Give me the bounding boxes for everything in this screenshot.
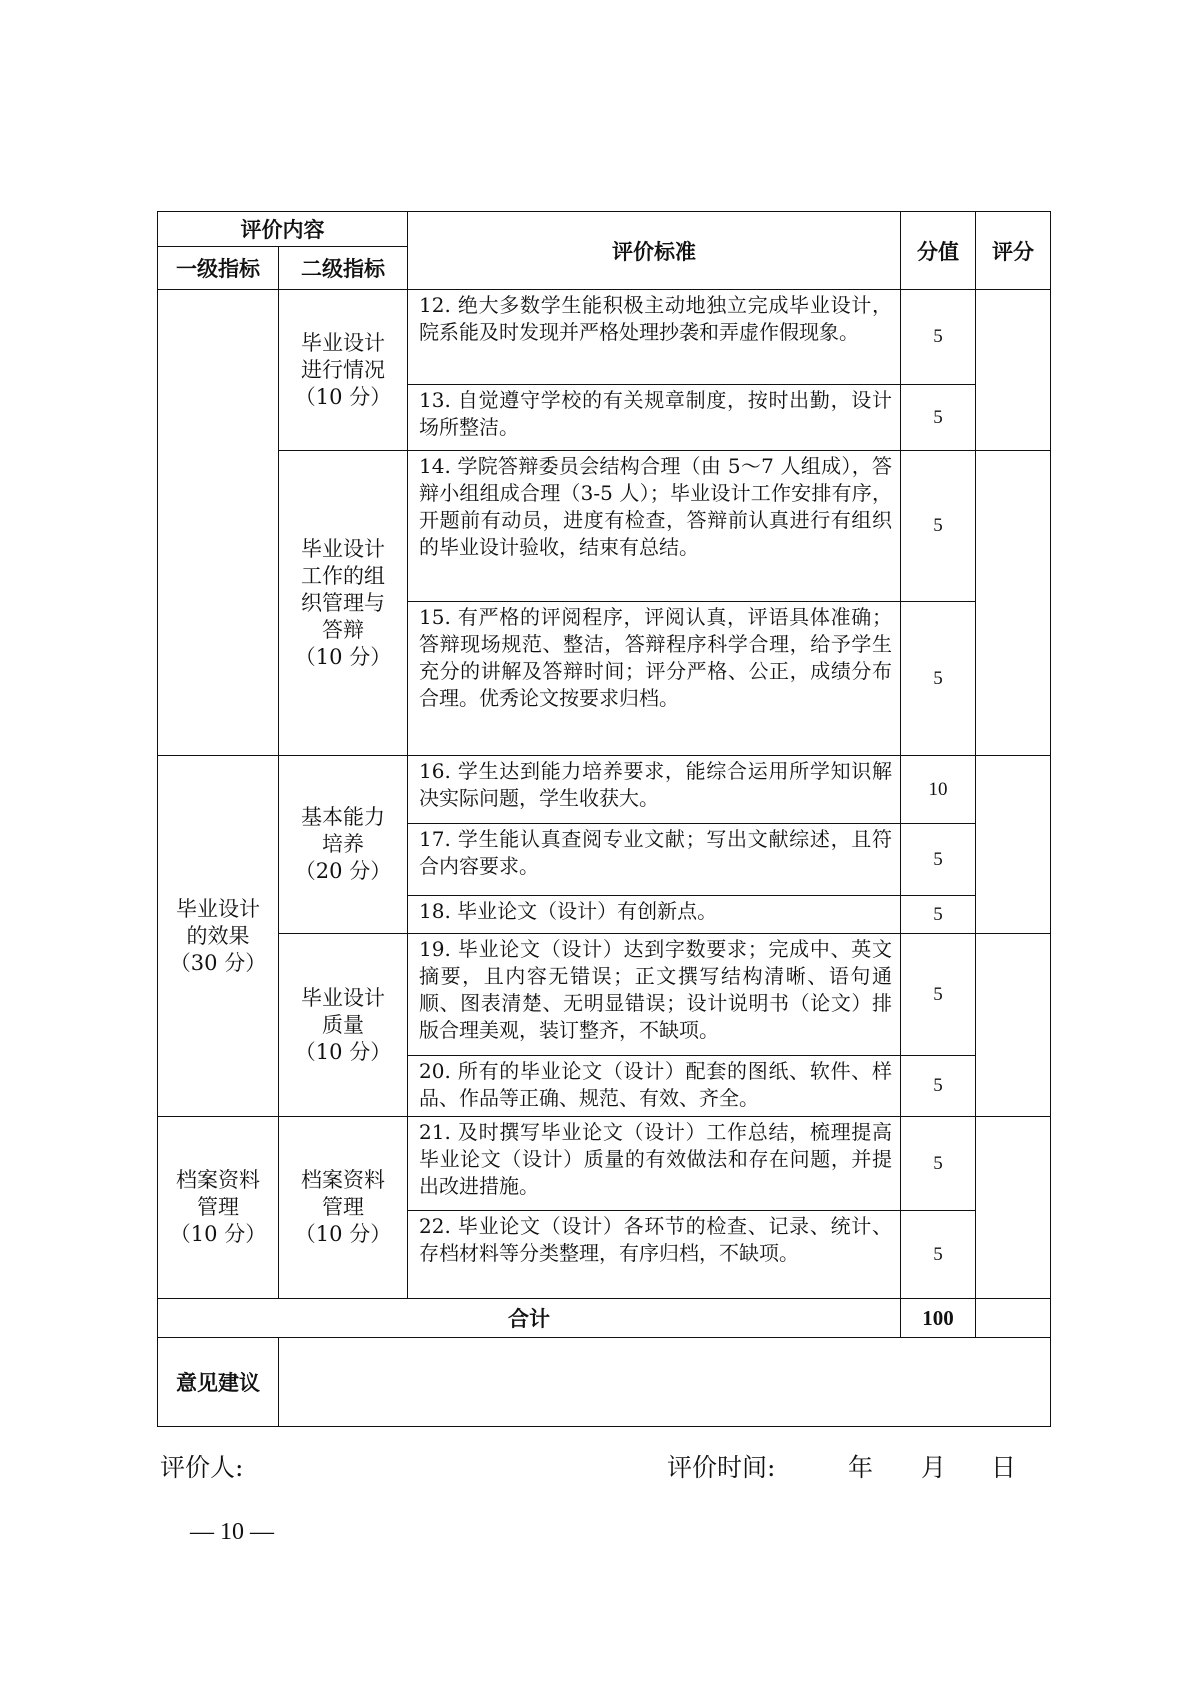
- points-value: 5: [901, 290, 976, 385]
- points-value: 5: [901, 824, 976, 896]
- level1-cell: [158, 756, 279, 1117]
- score-cell[interactable]: [976, 451, 1051, 756]
- level2-line: （10 分）: [294, 1222, 392, 1246]
- level1-line: （10 分）: [169, 1222, 267, 1246]
- level2-line: 毕业设计: [301, 330, 385, 355]
- total-value: 100: [901, 1299, 976, 1338]
- header-score: 评分: [976, 212, 1051, 290]
- header-level2: 二级指标: [279, 247, 408, 290]
- score-cell[interactable]: [976, 756, 1051, 934]
- points-value: 5: [901, 1117, 976, 1211]
- level2-line: 答辩: [322, 617, 364, 642]
- level1-cell: [158, 1117, 279, 1299]
- level2-line: 基本能力: [301, 805, 385, 829]
- points-value: 5: [901, 934, 976, 1056]
- points-value: 5: [901, 385, 976, 451]
- level2-line: 织管理与: [301, 590, 385, 615]
- level1-line: 档案资料: [176, 1168, 260, 1192]
- criterion-text: 14. 学院答辩委员会结构合理（由 5～7 人组成），答辩小组组成合理（3-5 人）；毕业设计工作安排有序，开题前有动员，进度有检查，答辩前认真进行有组织的毕业设计验收，结束有总结。: [408, 451, 901, 602]
- points-value: 5: [901, 896, 976, 934]
- criterion-text: 19. 毕业论文（设计）达到字数要求；完成中、英文摘要，且内容无错误；正文撰写结构清晰、语句通顺、图表清楚、无明显错误；设计说明书（论文）排版合理美观，装订整齐，不缺项。: [408, 934, 901, 1056]
- level2-line: 培养: [322, 832, 364, 856]
- level2-cell: [279, 756, 408, 934]
- level2-line: （20 分）: [294, 859, 392, 883]
- header-points: 分值: [901, 212, 976, 290]
- points-value: 5: [901, 1056, 976, 1117]
- points-value: 5: [901, 451, 976, 602]
- header-standard: 评价标准: [408, 212, 901, 290]
- criterion-text: 17. 学生能认真查阅专业文献；写出文献综述，且符合内容要求。: [408, 824, 901, 896]
- level2-cell: [279, 1117, 408, 1299]
- opinion-field[interactable]: [279, 1338, 1051, 1427]
- points-value: 5: [901, 1211, 976, 1299]
- criterion-text: 18. 毕业论文（设计）有创新点。: [408, 896, 901, 934]
- year-label: 年: [848, 1453, 874, 1482]
- evaluator-label: 评价人:: [160, 1453, 244, 1482]
- score-cell[interactable]: [976, 934, 1051, 1117]
- total-label: 合计: [158, 1299, 901, 1338]
- month-label: 月: [921, 1453, 947, 1482]
- level2-cell: [279, 451, 408, 756]
- day-label: 日: [991, 1453, 1017, 1482]
- header-level1: 一级指标: [158, 247, 279, 290]
- opinion-label: 意见建议: [158, 1338, 279, 1427]
- criterion-text: 16. 学生达到能力培养要求，能综合运用所学知识解决实际问题，学生收获大。: [408, 756, 901, 824]
- level1-line: 毕业设计: [176, 896, 260, 921]
- points-value: 10: [901, 756, 976, 824]
- level2-cell: [279, 290, 408, 451]
- criterion-text: 15. 有严格的评阅程序，评阅认真，评语具体准确；答辩现场规范、整洁，答辩程序科学合理，给予学生充分的讲解及答辩时间；评分严格、公正，成绩分布合理。优秀论文按要求归档。: [408, 602, 901, 756]
- level1-cell-empty: [158, 290, 279, 756]
- level2-line: 毕业设计: [301, 536, 385, 561]
- criterion-text: 20. 所有的毕业论文（设计）配套的图纸、软件、样品、作品等正确、规范、有效、齐全。: [408, 1056, 901, 1117]
- criterion-text: 21. 及时撰写毕业论文（设计）工作总结，梳理提高毕业论文（设计）质量的有效做法和存在问题，并提出改进措施。: [408, 1117, 901, 1211]
- criterion-text: 22. 毕业论文（设计）各环节的检查、记录、统计、存档材料等分类整理，有序归档，不缺项。: [408, 1211, 901, 1299]
- level2-line: （10 分）: [294, 1039, 392, 1064]
- header-content: 评价内容: [158, 212, 408, 247]
- level2-line: （10 分）: [294, 644, 392, 669]
- level1-line: （30 分）: [169, 950, 267, 975]
- score-cell[interactable]: [976, 290, 1051, 451]
- level2-line: 进行情况: [301, 357, 385, 382]
- level2-line: 管理: [322, 1195, 364, 1219]
- level2-line: 质量: [322, 1012, 364, 1037]
- points-value: 5: [901, 602, 976, 756]
- criterion-text: 12. 绝大多数学生能积极主动地独立完成毕业设计，院系能及时发现并严格处理抄袭和弄虚作假现象。: [408, 290, 901, 385]
- score-cell[interactable]: [976, 1117, 1051, 1299]
- level1-line: 管理: [197, 1195, 239, 1219]
- eval-time-label: 评价时间:: [667, 1453, 776, 1482]
- level2-line: 工作的组: [301, 563, 385, 588]
- level2-line: （10 分）: [294, 384, 392, 409]
- level2-line: 档案资料: [301, 1168, 385, 1192]
- page-number: — 10 —: [190, 1519, 274, 1545]
- level2-line: 毕业设计: [301, 985, 385, 1010]
- level1-line: 的效果: [186, 923, 250, 948]
- evaluation-table: [157, 211, 1051, 1427]
- level2-cell: [279, 934, 408, 1117]
- criterion-text: 13. 自觉遵守学校的有关规章制度，按时出勤，设计场所整洁。: [408, 385, 901, 451]
- total-score-cell[interactable]: [976, 1299, 1051, 1338]
